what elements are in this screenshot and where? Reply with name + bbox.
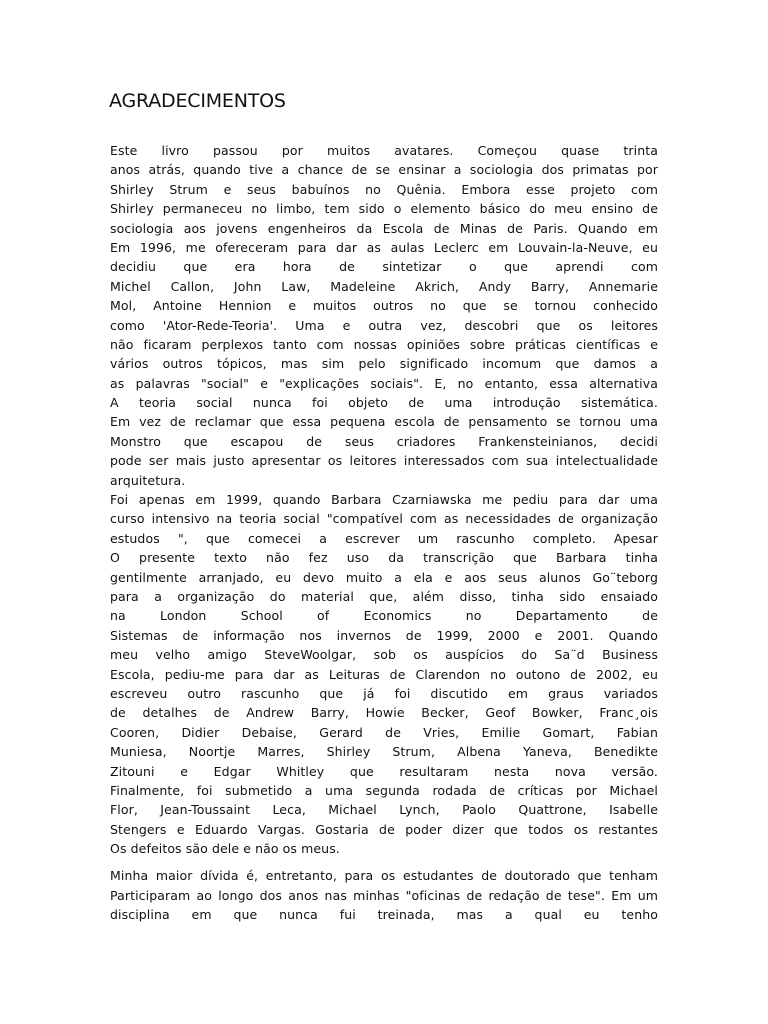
text-line: Participaram ao longo dos anos nas minhas "oficinas de redação de tese". Em um [110,887,658,903]
text-line: meu velho amigo SteveWoolgar, sob os auspícios do Sa¨d Business [110,647,658,663]
text-line: arquitetura. [110,472,186,488]
paragraph [110,141,658,858]
text-line: de detalhes de Andrew Barry, Howie Becker, Geof Bowker, Franc¸ois [110,705,658,721]
text-line: como 'Ator-Rede-Teoria'. Uma e outra vez, descobri que os leitores [110,317,658,333]
page-title: AGRADECIMENTOS [109,90,286,112]
text-line: disciplina em que nunca fui treinada, mas a qual eu tenho [110,907,658,923]
text-line: Mol, Antoine Hennion e muitos outros no que se tornou conhecido [110,298,658,314]
text-line: não ficaram perplexos tanto com nossas opiniões sobre práticas científicas e [110,336,658,352]
text-line: Em vez de reclamar que essa pequena escola de pensamento se tornou uma [110,414,658,430]
text-line: pode ser mais justo apresentar os leitores interessados com sua intelectualidade [110,453,658,469]
text-line: Em 1996, me ofereceram para dar as aulas Leclerc em Louvain-la-Neuve, eu [110,239,658,255]
text-line: anos atrás, quando tive a chance de se ensinar a sociologia dos primatas por [110,162,658,178]
text-line: Cooren, Didier Debaise, Gerard de Vries, Emilie Gomart, Fabian [110,724,658,740]
text-line: Michel Callon, John Law, Madeleine Akrich, Andy Barry, Annemarie [110,278,658,294]
text-line: O presente texto não fez uso da transcrição que Barbara tinha [110,550,658,566]
text-line: Escola, pediu-me para dar as Leituras de Clarendon no outono de 2002, eu [110,666,658,682]
text-line: Minha maior dívida é, entretanto, para os estudantes de doutorado que tenham [110,868,658,884]
text-line: para a organização do material que, além disso, tinha sido ensaiado [110,588,658,604]
text-line: A teoria social nunca foi objeto de uma introdução sistemática. [110,395,658,411]
text-line: Stengers e Eduardo Vargas. Gostaria de poder dizer que todos os restantes [110,821,658,837]
text-line: Finalmente, foi submetido a uma segunda rodada de críticas por Michael [110,782,658,798]
body-text [110,141,658,925]
text-line: gentilmente arranjado, eu devo muito a ela e aos seus alunos Go¨teborg [110,569,658,585]
text-line: Shirley Strum e seus babuínos no Quênia. Embora esse projeto com [110,181,658,197]
text-line: Shirley permaneceu no limbo, tem sido o elemento básico do meu ensino de [110,201,658,217]
text-line: Este livro passou por muitos avatares. Começou quase trinta [110,143,658,158]
text-line: Flor, Jean-Toussaint Leca, Michael Lynch, Paolo Quattrone, Isabelle [110,802,658,818]
paragraph [110,866,658,924]
text-line: estudos ", que comecei a escrever um rascunho completo. Apesar [110,530,658,546]
text-line: decidiu que era hora de sintetizar o que aprendi com [110,259,658,275]
text-line: vários outros tópicos, mas sim pelo significado incomum que damos a [110,356,658,372]
text-line: Sistemas de informação nos invernos de 1999, 2000 e 2001. Quando [110,627,658,643]
text-line: Os defeitos são dele e não os meus. [110,841,340,857]
text-line: escreveu outro rascunho que já foi discutido em graus variados [110,685,658,701]
text-line: curso intensivo na teoria social "compatível com as necessidades de organização [110,511,658,527]
text-line: na London School of Economics no Departamento de [110,608,658,624]
text-line: Zitouni e Edgar Whitley que resultaram nesta nova versão. [110,763,658,779]
text-line: Monstro que escapou de seus criadores Frankensteinianos, decidi [110,433,658,449]
text-line: as palavras "social" e "explicações sociais". E, no entanto, essa alternativa [110,375,658,391]
text-line: sociologia aos jovens engenheiros da Escola de Minas de Paris. Quando em [110,220,658,236]
text-line: Foi apenas em 1999, quando Barbara Czarniawska me pediu para dar uma [110,492,658,508]
text-line: Muniesa, Noortje Marres, Shirley Strum, Albena Yaneva, Benedikte [110,744,658,760]
